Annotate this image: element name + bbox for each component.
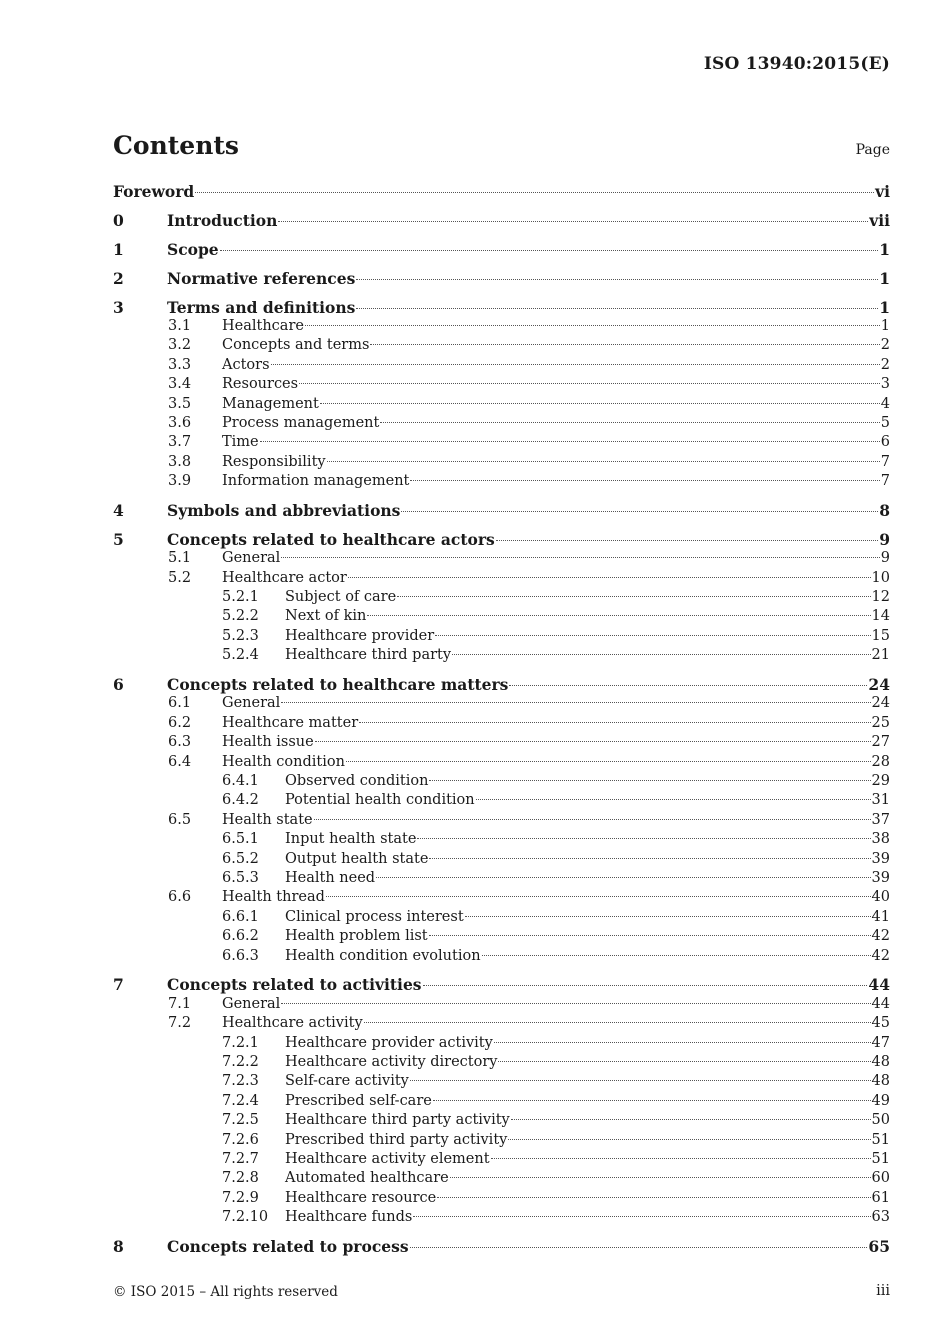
toc-entry-number: 3.9 xyxy=(168,473,192,490)
toc-entry[interactable] xyxy=(113,888,890,907)
toc-entry[interactable] xyxy=(113,975,890,994)
toc-entry[interactable] xyxy=(113,588,890,607)
dot-leader xyxy=(429,780,870,781)
toc-entry-page: 14 xyxy=(871,608,890,625)
dot-leader xyxy=(491,1158,871,1159)
toc-entry-title: Information management xyxy=(222,473,410,490)
dot-leader xyxy=(437,1197,870,1198)
toc-entry-title: Output health state xyxy=(285,850,429,867)
toc-entry-title: Healthcare actor xyxy=(222,569,347,586)
toc-entry-title: Responsibility xyxy=(222,453,326,470)
dot-leader xyxy=(494,1042,871,1043)
toc-entry[interactable] xyxy=(113,1189,890,1208)
toc-entry[interactable] xyxy=(113,927,890,946)
toc-entry-page: 44 xyxy=(868,975,890,995)
toc-entry-title: Subject of care xyxy=(285,589,397,606)
toc-entry-title: Healthcare funds xyxy=(285,1209,413,1226)
toc-entry-title: Concepts related to process xyxy=(167,1237,409,1257)
toc-entry-number: 5 xyxy=(113,529,124,549)
toc-entry-page: 29 xyxy=(871,773,890,790)
toc-entry-page: 31 xyxy=(871,792,890,809)
toc-entry-number: 0 xyxy=(113,210,124,230)
dot-leader xyxy=(410,480,879,481)
toc-entry-number: 7.2.1 xyxy=(222,1034,259,1051)
toc-entry-page: 49 xyxy=(871,1092,890,1109)
toc-entry-page: 24 xyxy=(871,695,890,712)
toc-entry-page: 38 xyxy=(871,831,890,848)
toc-entry-page: 42 xyxy=(871,928,890,945)
toc-entry-number: 7.2.7 xyxy=(222,1150,259,1167)
toc-entry[interactable] xyxy=(113,501,890,520)
toc-entry-page: 24 xyxy=(868,675,890,695)
toc-entry-title: Input health state xyxy=(285,831,417,848)
dot-leader xyxy=(220,250,879,251)
toc-entry-title: Actors xyxy=(222,356,270,373)
dot-leader xyxy=(452,654,870,655)
table-of-contents xyxy=(113,182,890,1256)
toc-entry[interactable] xyxy=(113,753,890,772)
toc-entry-number: 3.5 xyxy=(168,395,192,412)
toc-entry-title: Automated healthcare xyxy=(285,1170,449,1187)
toc-entry-number: 6.6.2 xyxy=(222,928,259,945)
toc-entry-title: Healthcare activity xyxy=(222,1015,363,1032)
toc-entry[interactable] xyxy=(113,453,890,472)
toc-entry-page: 1 xyxy=(880,317,890,334)
toc-entry-title: Health thread xyxy=(222,889,325,906)
dot-leader xyxy=(367,615,870,616)
toc-entry[interactable] xyxy=(113,1092,890,1111)
toc-entry-number: 2 xyxy=(113,268,124,288)
toc-entry[interactable] xyxy=(113,947,890,966)
dot-leader xyxy=(305,325,880,326)
toc-entry-number: 6.6 xyxy=(168,889,192,906)
toc-entry-title: Concepts and terms xyxy=(222,337,370,354)
toc-entry-number: 5.2.1 xyxy=(222,589,259,606)
toc-entry-number: 3.4 xyxy=(168,376,192,393)
toc-entry-page: 8 xyxy=(879,500,890,520)
toc-entry-page: 41 xyxy=(871,908,890,925)
toc-entry-number: 5.2.2 xyxy=(222,608,259,625)
toc-entry-page: 7 xyxy=(880,473,890,490)
toc-entry-number: 5.2.4 xyxy=(222,647,259,664)
dot-leader xyxy=(465,916,871,917)
toc-entry-page: 4 xyxy=(880,395,890,412)
toc-entry-number: 6.5.1 xyxy=(222,831,259,848)
toc-entry-number: 7.2.10 xyxy=(222,1209,269,1226)
dot-leader xyxy=(380,422,879,423)
toc-entry-number: 7 xyxy=(113,975,124,995)
toc-entry-title: General xyxy=(222,695,281,712)
toc-entry[interactable] xyxy=(113,811,890,830)
dot-leader xyxy=(435,635,870,636)
toc-entry[interactable] xyxy=(113,317,890,336)
toc-entry-number: 3.7 xyxy=(168,434,192,451)
dot-leader xyxy=(356,308,878,309)
toc-entry[interactable] xyxy=(113,675,890,694)
toc-entry-number: 7.2.3 xyxy=(222,1073,259,1090)
toc-entry[interactable] xyxy=(113,1237,890,1256)
toc-entry-title: Health condition evolution xyxy=(285,947,481,964)
dot-leader xyxy=(315,741,871,742)
dot-leader xyxy=(450,1177,871,1178)
toc-entry-page: 3 xyxy=(880,376,890,393)
dot-leader xyxy=(370,344,879,345)
toc-entry-number: 5.1 xyxy=(168,550,192,567)
toc-entry-page: 5 xyxy=(880,414,890,431)
toc-entry-page: 1 xyxy=(879,297,890,317)
toc-entry-title: Healthcare activity directory xyxy=(285,1054,498,1071)
toc-entry-title: Process management xyxy=(222,414,380,431)
toc-entry[interactable] xyxy=(113,414,890,433)
toc-entry[interactable] xyxy=(113,1072,890,1091)
toc-entry[interactable] xyxy=(113,395,890,414)
dot-leader xyxy=(397,596,870,597)
toc-entry-title: Health condition xyxy=(222,753,345,770)
toc-entry-number: 6.5 xyxy=(168,811,192,828)
toc-entry-title: Scope xyxy=(167,239,219,259)
dot-leader xyxy=(508,1139,870,1140)
toc-entry-page: 6 xyxy=(880,434,890,451)
dot-leader xyxy=(271,364,880,365)
toc-entry-title: Healthcare matter xyxy=(222,714,359,731)
toc-entry-title: Healthcare provider xyxy=(285,627,435,644)
dot-leader xyxy=(356,279,878,280)
toc-entry-page: 63 xyxy=(871,1209,890,1226)
toc-entry-number: 6.2 xyxy=(168,714,192,731)
dot-leader xyxy=(410,1247,868,1248)
toc-entry[interactable] xyxy=(113,694,890,713)
toc-entry[interactable] xyxy=(113,298,890,317)
contents-title: Contents xyxy=(113,131,240,160)
toc-entry-page: 48 xyxy=(871,1073,890,1090)
toc-entry[interactable] xyxy=(113,1014,890,1033)
dot-leader xyxy=(195,192,874,193)
toc-entry-number: 3 xyxy=(113,297,124,317)
dot-leader xyxy=(359,722,870,723)
toc-entry-page: 2 xyxy=(880,356,890,373)
toc-entry-number: 7.2.9 xyxy=(222,1189,259,1206)
toc-entry-title: Concepts related to activities xyxy=(167,975,422,995)
toc-entry-page: 7 xyxy=(880,453,890,470)
toc-entry-title: Healthcare activity element xyxy=(285,1150,490,1167)
toc-entry-title: Health issue xyxy=(222,734,314,751)
toc-entry-page: 39 xyxy=(871,870,890,886)
toc-entry-page: 28 xyxy=(871,753,890,770)
toc-entry-title: Health state xyxy=(222,811,313,828)
toc-entry[interactable] xyxy=(113,211,890,230)
toc-entry[interactable] xyxy=(113,1169,890,1188)
dot-leader xyxy=(423,985,868,986)
toc-entry-title: Foreword xyxy=(113,182,195,201)
toc-entry[interactable] xyxy=(113,714,890,733)
toc-entry-title: Potential health condition xyxy=(285,792,475,809)
toc-entry-number: 6 xyxy=(113,675,124,695)
footer-page-number: iii xyxy=(876,1283,890,1299)
toc-entry[interactable] xyxy=(113,1111,890,1130)
toc-entry-title: Introduction xyxy=(167,210,278,230)
toc-entry-page: 15 xyxy=(871,627,890,644)
dot-leader xyxy=(401,511,878,512)
toc-entry-number: 7.2.2 xyxy=(222,1054,259,1071)
dot-leader xyxy=(410,1080,871,1081)
toc-entry-title: Next of kin xyxy=(285,608,367,625)
dot-leader xyxy=(260,441,880,442)
toc-entry-title: Healthcare third party xyxy=(285,647,452,664)
toc-entry-page: 21 xyxy=(871,647,890,664)
toc-entry-number: 6.4.2 xyxy=(222,792,259,809)
toc-entry-number: 7.2 xyxy=(168,1015,192,1032)
toc-entry[interactable] xyxy=(113,356,890,375)
toc-entry-page: vi xyxy=(875,182,890,201)
toc-entry-title: Self-care activity xyxy=(285,1073,409,1090)
dot-leader xyxy=(278,221,868,222)
toc-entry-title: General xyxy=(222,550,281,567)
toc-entry-number: 5.2 xyxy=(168,569,192,586)
dot-leader xyxy=(496,540,878,541)
dot-leader xyxy=(346,761,871,762)
toc-entry-title: Terms and definitions xyxy=(167,297,356,317)
toc-entry[interactable] xyxy=(113,433,890,452)
dot-leader xyxy=(348,577,871,578)
dot-leader xyxy=(482,955,871,956)
standard-id: ISO 13940:2015(E) xyxy=(703,54,890,74)
toc-entry-title: Health need xyxy=(285,870,376,886)
toc-entry-title: Concepts related to healthcare matters xyxy=(167,675,509,695)
toc-entry-page: 60 xyxy=(871,1170,890,1187)
dot-leader xyxy=(476,799,871,800)
toc-entry[interactable] xyxy=(113,1053,890,1072)
toc-entry[interactable] xyxy=(113,908,890,927)
toc-entry-number: 7.2.5 xyxy=(222,1112,259,1129)
toc-entry-title: Health problem list xyxy=(285,928,428,945)
toc-entry-page: 37 xyxy=(871,811,890,828)
dot-leader xyxy=(314,819,871,820)
dot-leader xyxy=(327,461,880,462)
toc-entry-page: 47 xyxy=(871,1034,890,1051)
toc-entry[interactable] xyxy=(113,472,890,491)
toc-entry-page: 9 xyxy=(879,529,890,549)
toc-entry-number: 6.1 xyxy=(168,695,192,712)
toc-entry-number: 6.3 xyxy=(168,734,192,751)
toc-entry-number: 3.1 xyxy=(168,317,192,334)
dot-leader xyxy=(376,877,870,878)
toc-entry[interactable] xyxy=(113,627,890,646)
dot-leader xyxy=(433,1100,871,1101)
dot-leader xyxy=(364,1022,871,1023)
toc-entry-page: 39 xyxy=(871,850,890,867)
toc-entry[interactable] xyxy=(113,375,890,394)
toc-entry-title: Prescribed self-care xyxy=(285,1092,432,1109)
toc-entry-number: 7.1 xyxy=(168,995,192,1012)
toc-entry-page: 48 xyxy=(871,1054,890,1071)
dot-leader xyxy=(299,383,880,384)
dot-leader xyxy=(326,896,871,897)
toc-entry[interactable] xyxy=(113,1208,890,1227)
toc-entry[interactable] xyxy=(113,569,890,588)
toc-entry[interactable] xyxy=(113,269,890,288)
toc-entry-page: 1 xyxy=(879,239,890,259)
toc-entry-title: Time xyxy=(222,434,259,451)
toc-entry-number: 7.2.6 xyxy=(222,1131,259,1148)
toc-entry-title: Observed condition xyxy=(285,773,429,790)
toc-entry-page: 1 xyxy=(879,268,890,288)
toc-entry[interactable] xyxy=(113,830,890,849)
dot-leader xyxy=(281,702,870,703)
toc-entry-title: Healthcare xyxy=(222,317,304,334)
toc-entry-title: Healthcare resource xyxy=(285,1189,437,1206)
toc-entry-title: Normative references xyxy=(167,268,356,288)
dot-leader xyxy=(281,557,879,558)
toc-entry[interactable] xyxy=(113,1150,890,1169)
toc-entry-number: 3.6 xyxy=(168,414,192,431)
toc-entry-title: Healthcare third party activity xyxy=(285,1112,510,1129)
toc-entry-number: 6.6.1 xyxy=(222,908,259,925)
toc-entry-number: 6.5.2 xyxy=(222,850,259,867)
dot-leader xyxy=(498,1061,870,1062)
toc-entry-number: 3.3 xyxy=(168,356,192,373)
toc-entry-page: 12 xyxy=(871,589,890,606)
toc-entry[interactable] xyxy=(113,607,890,626)
toc-entry-page: 51 xyxy=(871,1131,890,1148)
toc-entry[interactable] xyxy=(113,995,890,1014)
toc-entry-page: 42 xyxy=(871,947,890,964)
dot-leader xyxy=(413,1216,870,1217)
toc-entry-page: 45 xyxy=(871,1015,890,1032)
toc-entry-page: 51 xyxy=(871,1150,890,1167)
toc-entry-page: 2 xyxy=(880,337,890,354)
toc-entry-number: 5.2.3 xyxy=(222,627,259,644)
toc-entry-page: 65 xyxy=(868,1237,890,1257)
toc-entry[interactable] xyxy=(113,850,890,869)
toc-entry-page: 44 xyxy=(871,995,890,1012)
toc-entry-number: 7.2.4 xyxy=(222,1092,259,1109)
toc-entry-number: 6.4.1 xyxy=(222,773,259,790)
toc-entry-page: 25 xyxy=(871,714,890,731)
toc-entry[interactable] xyxy=(113,336,890,355)
toc-entry-title: Clinical process interest xyxy=(285,908,464,925)
dot-leader xyxy=(509,685,867,686)
dot-leader xyxy=(429,858,870,859)
toc-entry[interactable] xyxy=(113,182,890,201)
toc-entry[interactable] xyxy=(113,791,890,810)
toc-entry[interactable] xyxy=(113,549,890,568)
toc-entry-number: 6.5.3 xyxy=(222,870,259,886)
toc-entry[interactable] xyxy=(113,646,890,665)
toc-entry-page: 10 xyxy=(871,569,890,586)
toc-entry-number: 1 xyxy=(113,239,124,259)
dot-leader xyxy=(417,838,870,839)
dot-leader xyxy=(281,1003,870,1004)
toc-entry-page: 50 xyxy=(871,1112,890,1129)
toc-entry[interactable] xyxy=(113,1131,890,1150)
toc-entry-title: Healthcare provider activity xyxy=(285,1034,493,1051)
toc-entry-page: vii xyxy=(869,210,890,230)
toc-entry-title: Resources xyxy=(222,376,299,393)
toc-entry-title: General xyxy=(222,995,281,1012)
dot-leader xyxy=(511,1119,871,1120)
toc-entry-number: 6.4 xyxy=(168,753,192,770)
toc-entry[interactable] xyxy=(113,772,890,791)
toc-entry-number: 3.2 xyxy=(168,337,192,354)
toc-entry[interactable] xyxy=(113,1034,890,1053)
toc-entry-title: Management xyxy=(222,395,319,412)
toc-entry-page: 9 xyxy=(880,550,890,567)
toc-entry[interactable] xyxy=(113,530,890,549)
toc-entry-title: Symbols and abbreviations xyxy=(167,500,401,520)
toc-entry[interactable] xyxy=(113,869,890,888)
toc-entry-page: 27 xyxy=(871,734,890,751)
dot-leader xyxy=(320,403,880,404)
toc-entry-number: 3.8 xyxy=(168,453,192,470)
dot-leader xyxy=(429,935,871,936)
toc-entry-page: 40 xyxy=(871,889,890,906)
toc-entry[interactable] xyxy=(113,733,890,752)
toc-entry-title: Concepts related to healthcare actors xyxy=(167,529,495,549)
toc-entry-number: 6.6.3 xyxy=(222,947,259,964)
toc-entry-number: 4 xyxy=(113,500,124,520)
toc-entry-number: 7.2.8 xyxy=(222,1170,259,1187)
page-column-label: Page xyxy=(855,142,890,158)
toc-entry-number: 8 xyxy=(113,1237,124,1257)
footer-copyright: © ISO 2015 – All rights reserved xyxy=(113,1284,338,1300)
toc-entry-title: Prescribed third party activity xyxy=(285,1131,508,1148)
toc-entry[interactable] xyxy=(113,240,890,259)
toc-entry-page: 61 xyxy=(871,1189,890,1206)
